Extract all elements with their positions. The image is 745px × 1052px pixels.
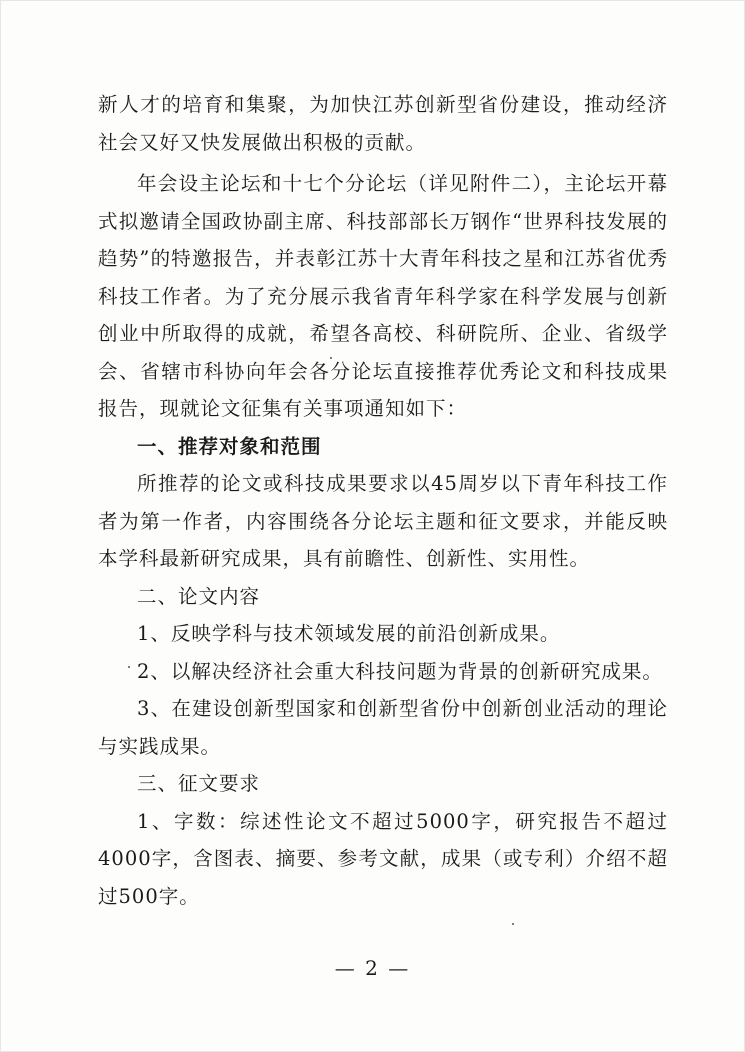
list-item-content-1: 1、反映学科与技术领域发展的前沿创新成果。 (137, 622, 561, 645)
paragraph-forum-intro: 年会设主论坛和十七个分论坛（详见附件二），主论坛开幕式拟邀请全国政协副主席、科技部部长万钢作“世界科技发展的趋势”的特邀报告，并表彰江苏十大青年科技之星和江苏省优秀科技工作者。为了充分展示我省青年科学家在科学发展与创新创业中所取得的成就，希望各高校、科研院所、企业、省级学会、省辖市科协向年会各分论坛直接推荐优秀论文和科技成果报告，现就论文征集有关事项通知如下： (98, 172, 668, 420)
section-heading-scope: 一、推荐对象和范围 (137, 434, 322, 458)
paragraph-continuation: 新人才的培育和集聚，为加快江苏创新型省份建设，推动经济社会又好又快发展做出积极的贡献。 (98, 93, 668, 154)
scan-speck (512, 923, 514, 925)
scan-speck (128, 666, 130, 668)
section-heading-content: 二、论文内容 (137, 584, 261, 608)
document-body (98, 86, 668, 915)
scan-speck (330, 357, 332, 359)
list-item-content-3: 3、在建设创新型国家和创新型省份中创新创业活动的理论与实践成果。 (98, 697, 668, 758)
paragraph-scope: 所推荐的论文或科技成果要求以45周岁以下青年科技工作者为第一作者，内容围绕各分论坛主题和征文要求，并能反映本学科最新研究成果，具有前瞻性、创新性、实用性。 (98, 472, 668, 570)
page-number: — 2 — (334, 956, 411, 980)
section-heading-requirements: 三、征文要求 (137, 772, 261, 795)
list-item-content-2: 2、以解决经济社会重大科技问题为背景的创新研究成果。 (137, 659, 663, 683)
list-item-requirement-1: 1、字数：综述性论文不超过5000字，研究报告不超过4000字，含图表、摘要、参考文献，成果（或专利）介绍不超过500字。 (98, 809, 668, 908)
